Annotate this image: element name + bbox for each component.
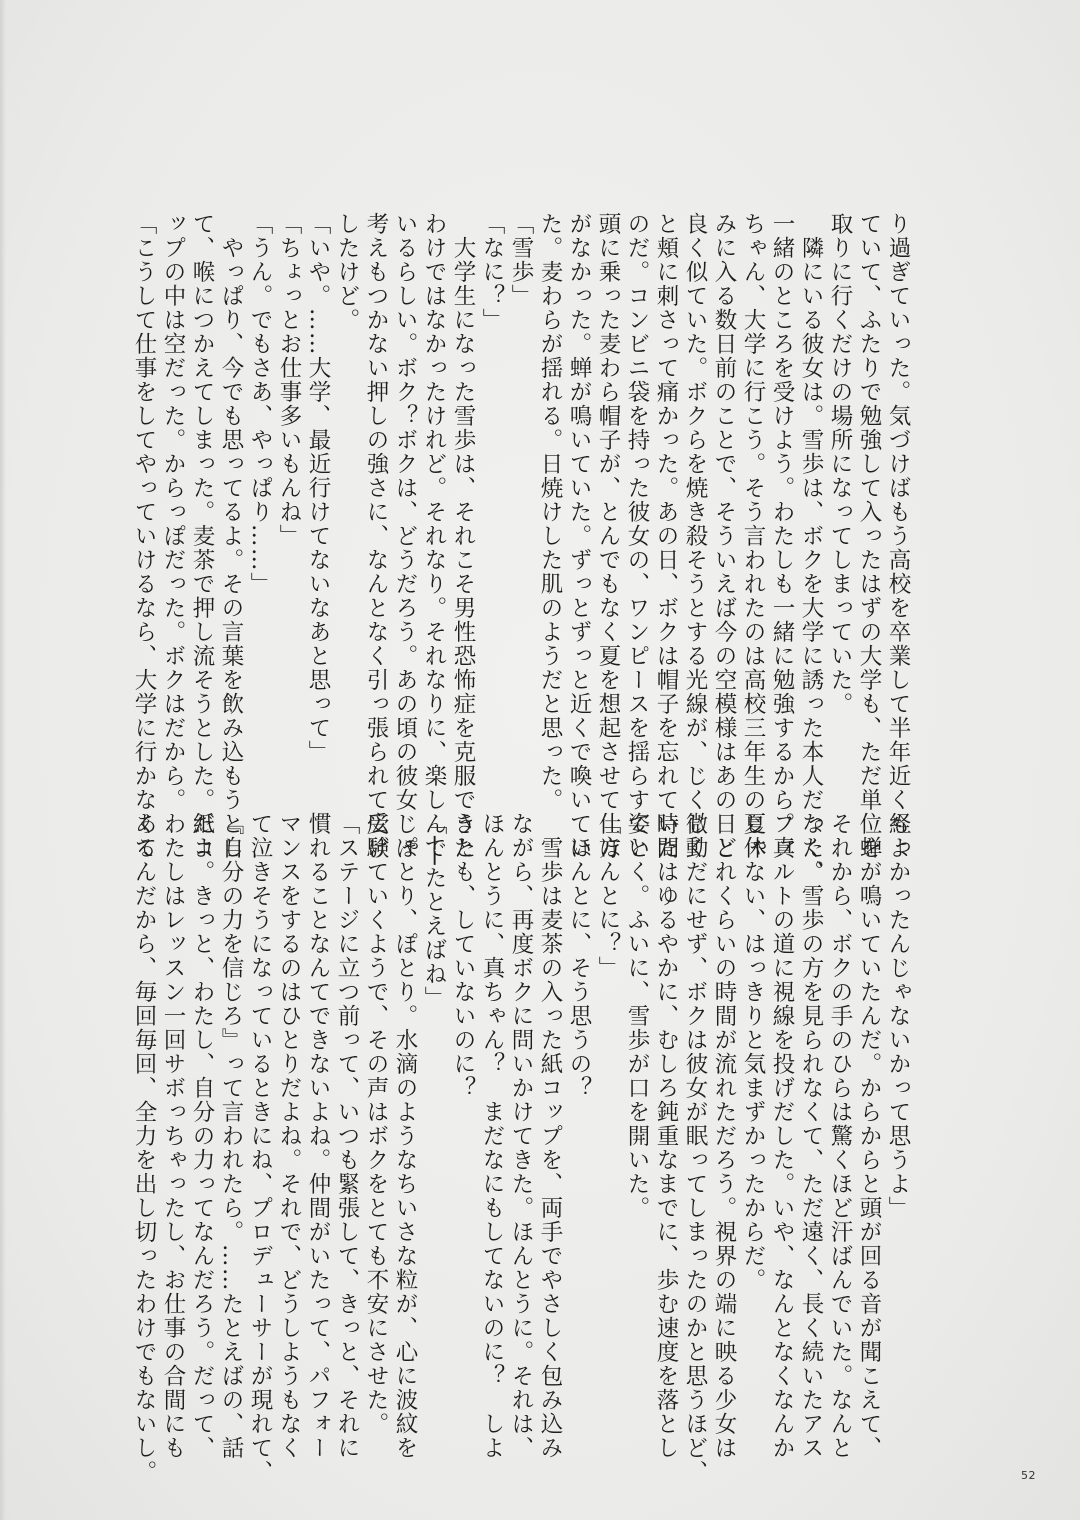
- text-line: ぽとり、ぽとり。水滴のようなちいさな粒が、心に波紋を: [392, 812, 418, 1460]
- text-line: 雪歩は麦茶の入った紙コップを、両手でやさしく包み込み: [537, 812, 563, 1460]
- text-line: 『自分の力を信じろ』って言われたら。……たとえばの、話: [218, 812, 244, 1460]
- text-line: 「雪歩」: [508, 212, 534, 308]
- text-line: り過ぎていった。気づけばもう高校を卒業して半年近く経っ: [885, 212, 911, 860]
- text-line: 頭に乗った麦わら帽子が、とんでもなく夏を想起させて仕方: [595, 212, 621, 860]
- page-edge-shadow: [0, 0, 6, 1520]
- text-line: と頬に刺さって痛かった。あの日、ボクは帽子を忘れていた: [653, 212, 679, 860]
- text-line: 取りに行くだけの場所になってしまっていた。: [827, 212, 853, 716]
- text-line: ちゃん、大学に行こう。そう言われたのは高校三年生の夏休: [740, 212, 766, 860]
- text-line: 「こうして仕事をしてやっていけるなら、大学に行かなくて: [131, 212, 157, 860]
- text-line: 隣にいる彼女は。雪歩は、ボクを大学に誘った本人だった。: [798, 212, 824, 884]
- text-line: 「ステージに立つ前って、いつも緊張して、きっと、それに: [334, 812, 360, 1460]
- text-line: あるんだから、毎回毎回、全力を出し切ったわけでもないし。: [131, 812, 157, 1484]
- text-line: 広げていくようで、その声はボクをとても不安にさせた。: [363, 812, 389, 1436]
- text-line: 「ちょっとお仕事多いもんね」: [276, 212, 302, 548]
- text-line: 「いや。……大学、最近行けてないなあと思って」: [305, 212, 331, 764]
- text-line: だよ。きっと、わたし、自分の力ってなんだろう。だって、: [189, 812, 215, 1460]
- text-line: いるらしい。ボク？ボクは、どうだろう。あの頃の彼女じゃ: [392, 212, 418, 860]
- text-line: ていて、ふたりで勉強して入ったはずの大学も、ただ単位を: [856, 212, 882, 860]
- text-line: 時間はゆるやかに、むしろ鈍重なまでに、歩む速度を落とし: [653, 812, 679, 1460]
- text-line: た。麦わらが揺れる。日焼けした肌のようだと思った。: [537, 212, 563, 812]
- text-line: ほんとうに、真ちゃん？ まだなにもしてないのに？ しよ: [479, 812, 505, 1460]
- page-number: 52: [1021, 1469, 1036, 1482]
- text-line: やっぱり、今でも思ってるよ。その言葉を飲み込もうとし: [218, 212, 244, 860]
- text-line: わけではなかったけれど。それなり。それなりに、楽しんで: [421, 212, 447, 860]
- text-line: がなかった。蝉が鳴いていた。ずっとずっと近くで喚いてい: [566, 212, 592, 860]
- text-line: わたしはレッスン一回サボっちゃったし、お仕事の合間にも: [160, 812, 186, 1460]
- text-line: 蝉が鳴いていたんだ。からからと頭が回る音が聞こえて、: [856, 812, 882, 1460]
- upper-text-block: [131, 212, 912, 884]
- text-line: みに入る数日前のことで、そういえば今の空模様はあの日と: [711, 212, 737, 860]
- text-line: したけど。: [334, 212, 360, 332]
- text-line: それから、ボクの手のひらは驚くほど汗ばんでいた。なんと: [827, 812, 853, 1460]
- text-line: どれくらいの時間が流れただろう。視界の端に映る少女は: [711, 812, 737, 1460]
- text-line: もよかったんじゃないかって思うよ」: [885, 812, 911, 1220]
- text-line: のだ。コンビニ袋を持った彼女の、ワンピースを揺らす姿と: [624, 212, 650, 860]
- text-line: 「──たとえばね」: [421, 812, 447, 1011]
- text-line: じゃない、はっきりと気まずかったからだ。: [740, 812, 766, 1292]
- text-line: うとも、していないのに？: [450, 812, 476, 1100]
- text-line: なく、雪歩の方を見られなくて、ただ遠く、長く続いたアス: [798, 812, 824, 1460]
- text-line: 「なに？」: [479, 212, 505, 332]
- text-line: 大学生になった雪歩は、それこそ男性恐怖症を克服できた: [450, 212, 476, 860]
- text-line: 考えもつかない押しの強さに、なんとなく引っ張られて受験: [363, 212, 389, 860]
- text-line: ほんとに、そう思うの？: [566, 812, 592, 1100]
- lower-text-block: [131, 812, 912, 1484]
- text-line: 「うん。でもさあ、やっぱり……」: [247, 212, 273, 596]
- text-line: ファルトの道に視線を投げだした。いや、なんとなくなんか: [769, 812, 795, 1460]
- text-line: 微動だにせず、ボクは彼女が眠ってしまったのかと思うほど、: [682, 812, 708, 1484]
- text-line: 一緒のところを受けよう。わたしも一緒に勉強するから。真: [769, 212, 795, 860]
- text-line: ていく。ふいに、雪歩が口を開いた。: [624, 812, 650, 1220]
- text-line: 慣れることなんてできないよね。仲間がいたって、パフォー: [305, 812, 331, 1460]
- text-line: 「ほんとに？」: [595, 812, 621, 980]
- text-line: マンスをするのはひとりだよね。それで、どうしようもなく: [276, 812, 302, 1460]
- text-line: ながら、再度ボクに問いかけてきた。ほんとうに。それは、: [508, 812, 534, 1460]
- text-line: て、喉につかえてしまった。麦茶で押し流そうとした。紙コ: [189, 212, 215, 860]
- text-line: ップの中は空だった。からっぽだった。ボクはだから。: [160, 212, 186, 812]
- text-line: 良く似ていた。ボクらを焼き殺そうとする光線が、じくじく: [682, 212, 708, 860]
- text-line: て泣きそうになっているときにね、プロデューサーが現れて、: [247, 812, 273, 1484]
